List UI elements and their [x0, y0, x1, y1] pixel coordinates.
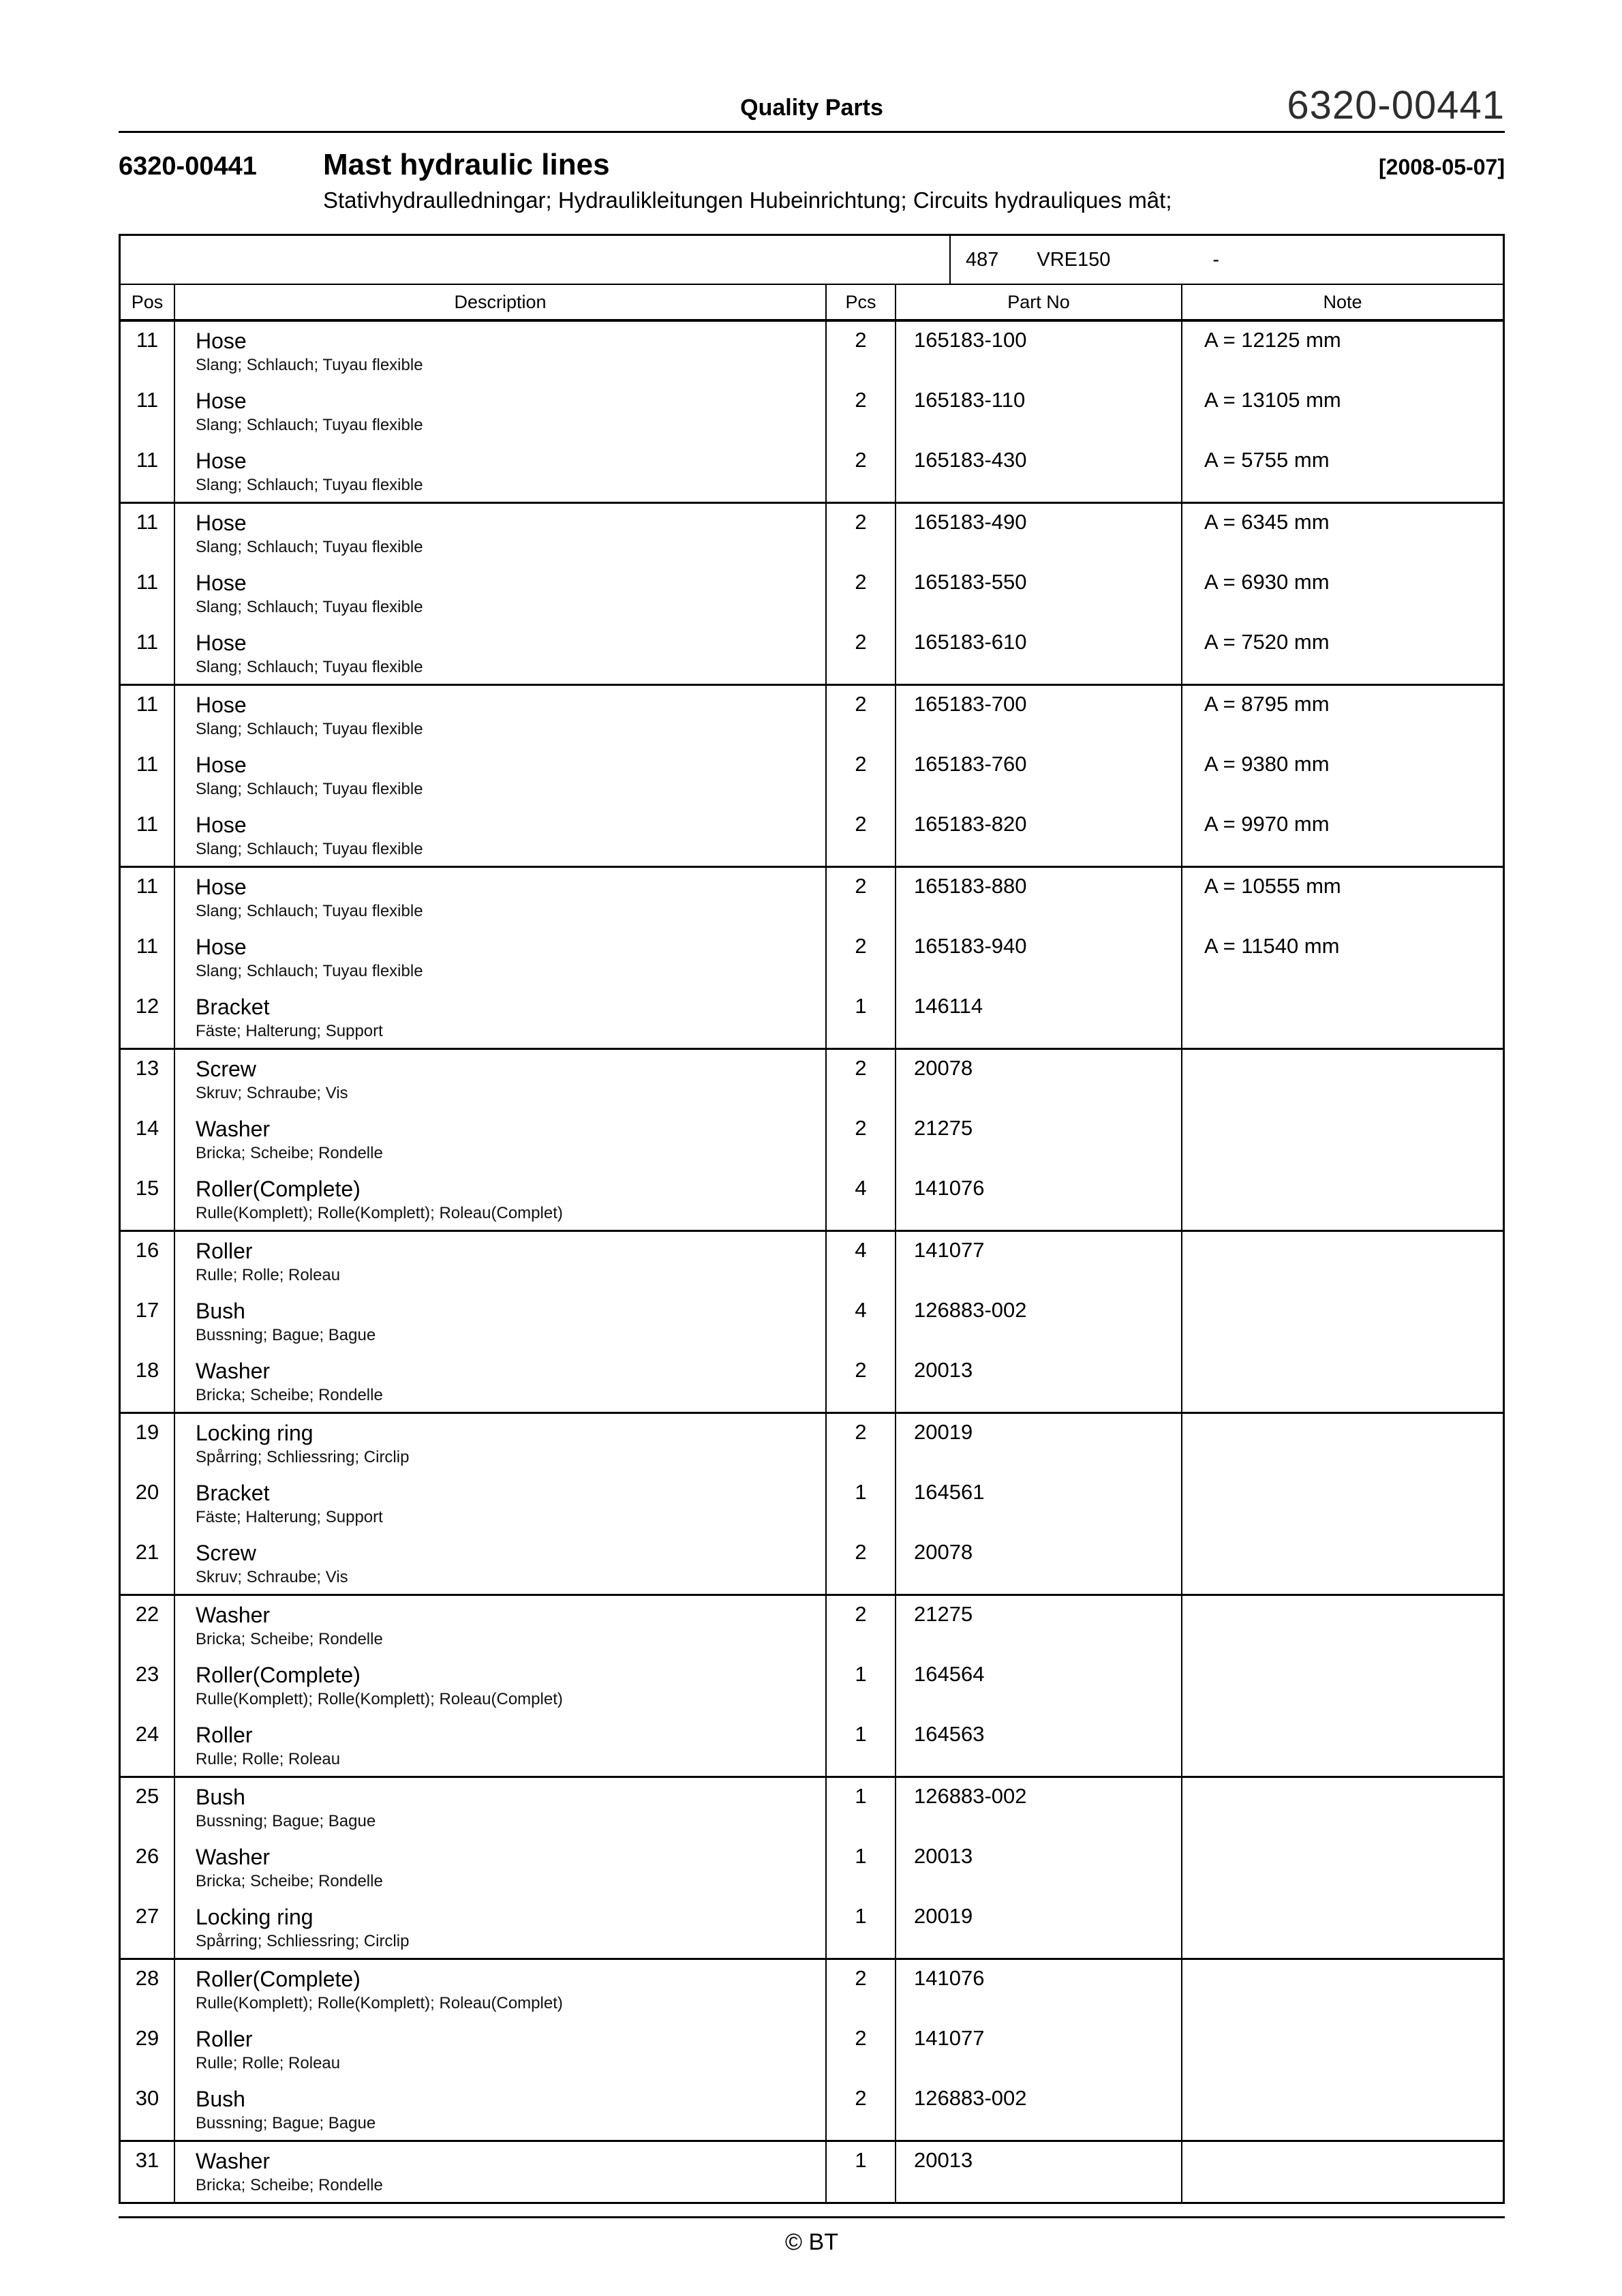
- row-description-translations: Skruv; Schraube; Vis: [196, 1568, 348, 1586]
- table-row: [121, 1838, 1503, 1898]
- row-part-no: 20019: [896, 1414, 1182, 1474]
- row-pcs: 2: [827, 1960, 896, 2020]
- row-note: [1182, 1110, 1503, 1170]
- row-part-no: 164561: [896, 1474, 1182, 1534]
- row-part-no: 165183-430: [896, 442, 1182, 502]
- row-part-no: 21275: [896, 1110, 1182, 1170]
- table-row: [121, 1716, 1503, 1776]
- row-description: Bracket: [196, 995, 270, 1019]
- row-pos: 16: [121, 1232, 175, 1292]
- table-row: [121, 1474, 1503, 1534]
- row-note: [1182, 1960, 1503, 2020]
- row-description: Roller: [196, 2027, 253, 2051]
- row-part-no: 20013: [896, 1352, 1182, 1412]
- row-description-cell: [175, 928, 827, 988]
- row-description: Hose: [196, 631, 247, 655]
- footer-divider: [119, 2216, 1505, 2218]
- row-part-no: 164563: [896, 1716, 1182, 1776]
- row-part-no: 21275: [896, 1596, 1182, 1656]
- row-note: [1182, 1778, 1503, 1838]
- row-pcs: 1: [827, 1716, 896, 1776]
- row-description: Hose: [196, 753, 247, 777]
- row-description-translations: Slang; Schlauch; Tuyau flexible: [196, 416, 423, 434]
- row-part-no: 165183-610: [896, 624, 1182, 684]
- table-row: [121, 1656, 1503, 1716]
- row-description-cell: [175, 504, 827, 564]
- row-note: [1182, 1414, 1503, 1474]
- row-description-cell: [175, 686, 827, 746]
- table-row: [121, 2020, 1503, 2080]
- row-pcs: 1: [827, 1838, 896, 1898]
- row-description: Locking ring: [196, 1421, 313, 1445]
- row-pcs: 4: [827, 1232, 896, 1292]
- row-description-cell: [175, 1414, 827, 1474]
- row-description: Hose: [196, 813, 247, 837]
- row-pos: 11: [121, 806, 175, 866]
- row-note: [1182, 1716, 1503, 1776]
- table-row: [121, 564, 1503, 624]
- title-row: [119, 148, 1505, 182]
- row-description: Washer: [196, 1359, 271, 1383]
- model-name: VRE150: [1037, 248, 1111, 271]
- row-description-cell: [175, 1778, 827, 1838]
- row-part-no: 165183-100: [896, 322, 1182, 382]
- header-doc-number: 6320-00441: [1287, 83, 1505, 127]
- row-note: [1182, 1656, 1503, 1716]
- row-pos: 24: [121, 1716, 175, 1776]
- row-note: [1182, 1170, 1503, 1230]
- row-description-cell: [175, 1474, 827, 1534]
- row-pos: 14: [121, 1110, 175, 1170]
- row-part-no: 126883-002: [896, 1778, 1182, 1838]
- row-description-translations: Fäste; Halterung; Support: [196, 1022, 383, 1040]
- row-description-translations: Bussning; Bague; Bague: [196, 1326, 376, 1344]
- row-description: Roller(Complete): [196, 1663, 361, 1687]
- row-description: Washer: [196, 1603, 271, 1627]
- table-row: [121, 806, 1503, 866]
- row-part-no: 20078: [896, 1050, 1182, 1110]
- row-note: A = 9970 mm: [1204, 812, 1330, 836]
- row-description-translations: Slang; Schlauch; Tuyau flexible: [196, 902, 423, 920]
- table-row: [121, 928, 1503, 988]
- row-pos: 11: [121, 322, 175, 382]
- row-pos: 11: [121, 928, 175, 988]
- row-pos: 11: [121, 746, 175, 806]
- model-band-empty-cell: [121, 236, 951, 284]
- row-description: Bush: [196, 1299, 245, 1323]
- column-header-pcs: Pcs: [827, 285, 896, 319]
- table-row: [121, 1352, 1503, 1412]
- page-title: Mast hydraulic lines: [323, 148, 610, 181]
- page-header: [119, 0, 1505, 131]
- row-description-cell: [175, 382, 827, 442]
- row-pcs: 2: [827, 686, 896, 746]
- row-note: [1182, 1292, 1503, 1352]
- row-description-cell: [175, 1292, 827, 1352]
- row-description-translations: Bricka; Scheibe; Rondelle: [196, 2176, 383, 2194]
- row-pcs: 1: [827, 1474, 896, 1534]
- row-description-cell: [175, 442, 827, 502]
- table-row: [121, 1230, 1503, 1292]
- table-row: [121, 442, 1503, 502]
- row-description-cell: [175, 806, 827, 866]
- row-description: Washer: [196, 2149, 271, 2173]
- model-band-info-cell: [951, 249, 1503, 271]
- row-description-translations: Rulle(Komplett); Rolle(Komplett); Roleau(Complet): [196, 1690, 563, 1708]
- row-description-translations: Slang; Schlauch; Tuyau flexible: [196, 356, 423, 374]
- row-pos: 11: [121, 382, 175, 442]
- row-part-no: 165183-550: [896, 564, 1182, 624]
- row-description: Hose: [196, 329, 247, 353]
- row-pcs: 2: [827, 1596, 896, 1656]
- copyright-notice: © BT: [785, 2229, 838, 2255]
- row-description: Washer: [196, 1845, 271, 1869]
- row-note: A = 9380 mm: [1204, 752, 1330, 776]
- table-row: [121, 866, 1503, 928]
- row-part-no: 165183-880: [896, 868, 1182, 928]
- row-pcs: 1: [827, 2142, 896, 2202]
- row-pos: 11: [121, 564, 175, 624]
- row-description-cell: [175, 2142, 827, 2202]
- row-part-no: 165183-820: [896, 806, 1182, 866]
- row-description-cell: [175, 2080, 827, 2140]
- row-part-no: 146114: [896, 988, 1182, 1048]
- revision-date: [2008-05-07]: [1379, 155, 1505, 179]
- row-description: Locking ring: [196, 1905, 313, 1929]
- row-description-translations: Bussning; Bague; Bague: [196, 1812, 376, 1830]
- row-note: [1182, 1534, 1503, 1594]
- row-description-cell: [175, 1898, 827, 1958]
- row-description-translations: Slang; Schlauch; Tuyau flexible: [196, 538, 423, 556]
- row-pcs: 2: [827, 746, 896, 806]
- row-note: [1182, 1232, 1503, 1292]
- table-row: [121, 2080, 1503, 2140]
- row-pos: 21: [121, 1534, 175, 1594]
- row-description-translations: Slang; Schlauch; Tuyau flexible: [196, 840, 423, 858]
- row-pos: 11: [121, 624, 175, 684]
- row-pos: 12: [121, 988, 175, 1048]
- row-part-no: 165183-760: [896, 746, 1182, 806]
- row-pcs: 1: [827, 988, 896, 1048]
- row-description-translations: Slang; Schlauch; Tuyau flexible: [196, 658, 423, 676]
- table-row: [121, 988, 1503, 1048]
- row-part-no: 20078: [896, 1534, 1182, 1594]
- row-note: [1182, 1352, 1503, 1412]
- table-row: [121, 1110, 1503, 1170]
- header-divider: [119, 131, 1505, 133]
- row-note: A = 10555 mm: [1204, 874, 1341, 898]
- row-description: Bush: [196, 1785, 245, 1809]
- row-description-cell: [175, 1838, 827, 1898]
- row-pos: 28: [121, 1960, 175, 2020]
- row-description-cell: [175, 1050, 827, 1110]
- row-pcs: 2: [827, 868, 896, 928]
- row-description: Bracket: [196, 1481, 270, 1505]
- row-pos: 22: [121, 1596, 175, 1656]
- row-description-translations: Spårring; Schliessring; Circlip: [196, 1932, 410, 1950]
- model-code: 487: [966, 248, 999, 271]
- row-pcs: 2: [827, 2020, 896, 2080]
- table-row: [121, 502, 1503, 564]
- row-description-translations: Bricka; Scheibe; Rondelle: [196, 1872, 383, 1890]
- row-note: A = 6345 mm: [1204, 510, 1330, 534]
- table-row: [121, 624, 1503, 684]
- row-note: A = 13105 mm: [1204, 388, 1341, 412]
- row-pos: 25: [121, 1778, 175, 1838]
- row-pcs: 1: [827, 1778, 896, 1838]
- row-pcs: 1: [827, 1656, 896, 1716]
- row-description-translations: Bricka; Scheibe; Rondelle: [196, 1144, 383, 1162]
- row-part-no: 126883-002: [896, 2080, 1182, 2140]
- table-row: [121, 1170, 1503, 1230]
- row-pos: 11: [121, 868, 175, 928]
- row-part-no: 141077: [896, 1232, 1182, 1292]
- row-part-no: 141076: [896, 1960, 1182, 2020]
- row-pcs: 2: [827, 1414, 896, 1474]
- row-description: Screw: [196, 1057, 256, 1081]
- row-description-cell: [175, 868, 827, 928]
- table-row: [121, 1958, 1503, 2020]
- row-description-cell: [175, 1656, 827, 1716]
- row-pos: 29: [121, 2020, 175, 2080]
- row-pos: 27: [121, 1898, 175, 1958]
- row-note: [1182, 988, 1503, 1048]
- row-pos: 31: [121, 2142, 175, 2202]
- row-part-no: 165183-940: [896, 928, 1182, 988]
- row-pcs: 1: [827, 1898, 896, 1958]
- row-description-cell: [175, 1596, 827, 1656]
- table-row: [121, 382, 1503, 442]
- table-row: [121, 1048, 1503, 1110]
- row-description-translations: Rulle; Rolle; Roleau: [196, 1750, 341, 1768]
- row-description-cell: [175, 1232, 827, 1292]
- row-description-cell: [175, 1110, 827, 1170]
- row-description-cell: [175, 988, 827, 1048]
- row-pcs: 2: [827, 2080, 896, 2140]
- row-description-translations: Rulle(Komplett); Rolle(Komplett); Roleau(Complet): [196, 1204, 563, 1222]
- row-description: Hose: [196, 571, 247, 595]
- row-note: A = 12125 mm: [1204, 328, 1341, 352]
- row-description: Roller(Complete): [196, 1967, 361, 1991]
- row-description-translations: Spårring; Schliessring; Circlip: [196, 1448, 410, 1466]
- row-note: [1182, 2020, 1503, 2080]
- row-note: [1182, 1050, 1503, 1110]
- row-description-translations: Bricka; Scheibe; Rondelle: [196, 1630, 383, 1648]
- row-note: [1182, 1474, 1503, 1534]
- row-description-cell: [175, 1534, 827, 1594]
- column-header-row: [121, 285, 1503, 319]
- model-band: [121, 236, 1503, 285]
- row-description-translations: Rulle(Komplett); Rolle(Komplett); Roleau(Complet): [196, 1994, 563, 2012]
- row-description-cell: [175, 1170, 827, 1230]
- row-description-translations: Slang; Schlauch; Tuyau flexible: [196, 962, 423, 980]
- row-pcs: 4: [827, 1292, 896, 1352]
- row-description: Roller: [196, 1723, 253, 1747]
- column-header-part-no: Part No: [896, 285, 1182, 319]
- row-description-translations: Fäste; Halterung; Support: [196, 1508, 383, 1526]
- table-body: [121, 322, 1503, 2202]
- row-description-cell: [175, 1352, 827, 1412]
- row-pcs: 2: [827, 928, 896, 988]
- table-row: [121, 1594, 1503, 1656]
- row-part-no: 126883-002: [896, 1292, 1182, 1352]
- table-row: [121, 2140, 1503, 2202]
- row-description: Hose: [196, 449, 247, 473]
- row-part-no: 141076: [896, 1170, 1182, 1230]
- row-description: Hose: [196, 935, 247, 959]
- row-description: Washer: [196, 1117, 271, 1141]
- row-description: Hose: [196, 389, 247, 413]
- row-pcs: 2: [827, 564, 896, 624]
- row-pcs: 2: [827, 382, 896, 442]
- parts-table: [119, 234, 1505, 2204]
- row-description-translations: Skruv; Schraube; Vis: [196, 1084, 348, 1102]
- table-row: [121, 322, 1503, 382]
- row-description-translations: Slang; Schlauch; Tuyau flexible: [196, 720, 423, 738]
- row-description-translations: Bricka; Scheibe; Rondelle: [196, 1386, 383, 1404]
- row-note: [1182, 1838, 1503, 1898]
- row-pcs: 2: [827, 624, 896, 684]
- row-pos: 11: [121, 686, 175, 746]
- column-header-pos: Pos: [121, 285, 175, 319]
- table-row: [121, 684, 1503, 746]
- serial-range: -: [1212, 248, 1220, 271]
- title-doc-number: 6320-00441: [119, 152, 257, 181]
- row-pcs: 4: [827, 1170, 896, 1230]
- row-description-translations: Slang; Schlauch; Tuyau flexible: [196, 780, 423, 798]
- row-description-translations: Slang; Schlauch; Tuyau flexible: [196, 476, 423, 494]
- row-description: Bush: [196, 2087, 245, 2111]
- row-description-cell: [175, 564, 827, 624]
- row-note: A = 7520 mm: [1204, 630, 1330, 654]
- table-row: [121, 1898, 1503, 1958]
- row-description: Hose: [196, 693, 247, 717]
- row-description-cell: [175, 1716, 827, 1776]
- row-description-cell: [175, 746, 827, 806]
- row-part-no: 20019: [896, 1898, 1182, 1958]
- row-part-no: 20013: [896, 1838, 1182, 1898]
- row-pcs: 2: [827, 1050, 896, 1110]
- row-pos: 20: [121, 1474, 175, 1534]
- row-note: [1182, 1596, 1503, 1656]
- row-description: Hose: [196, 511, 247, 535]
- table-row: [121, 1292, 1503, 1352]
- row-description-cell: [175, 1960, 827, 2020]
- row-note: A = 5755 mm: [1204, 448, 1330, 472]
- row-part-no: 20013: [896, 2142, 1182, 2202]
- row-part-no: 164564: [896, 1656, 1182, 1716]
- row-description-translations: Rulle; Rolle; Roleau: [196, 1266, 341, 1284]
- row-pcs: 2: [827, 1110, 896, 1170]
- row-description: Hose: [196, 875, 247, 899]
- row-description-cell: [175, 2020, 827, 2080]
- row-pcs: 2: [827, 442, 896, 502]
- title-translations: Stativhydraulledningar; Hydraulikleitungen Hubeinrichtung; Circuits hydrauliques mât;: [323, 187, 1172, 213]
- row-note: A = 8795 mm: [1204, 692, 1330, 716]
- row-pcs: 2: [827, 806, 896, 866]
- column-header-description: Description: [175, 285, 827, 319]
- row-pos: 11: [121, 442, 175, 502]
- row-pcs: 2: [827, 504, 896, 564]
- row-part-no: 141077: [896, 2020, 1182, 2080]
- row-pcs: 2: [827, 1352, 896, 1412]
- table-row: [121, 1412, 1503, 1474]
- row-description-translations: Bussning; Bague; Bague: [196, 2114, 376, 2132]
- row-pcs: 2: [827, 1534, 896, 1594]
- row-description: Roller(Complete): [196, 1177, 361, 1201]
- row-description: Screw: [196, 1541, 256, 1565]
- row-pos: 19: [121, 1414, 175, 1474]
- row-note: [1182, 2142, 1503, 2202]
- row-pos: 30: [121, 2080, 175, 2140]
- row-note: [1182, 1898, 1503, 1958]
- row-pos: 26: [121, 1838, 175, 1898]
- table-row: [121, 1776, 1503, 1838]
- row-pos: 18: [121, 1352, 175, 1412]
- row-part-no: 165183-700: [896, 686, 1182, 746]
- row-description-translations: Slang; Schlauch; Tuyau flexible: [196, 598, 423, 616]
- row-pos: 11: [121, 504, 175, 564]
- row-pcs: 2: [827, 322, 896, 382]
- table-row: [121, 746, 1503, 806]
- row-description: Roller: [196, 1239, 253, 1263]
- row-note: [1182, 2080, 1503, 2140]
- row-part-no: 165183-490: [896, 504, 1182, 564]
- row-note: A = 11540 mm: [1204, 934, 1340, 958]
- row-pos: 17: [121, 1292, 175, 1352]
- row-description-cell: [175, 322, 827, 382]
- row-description-cell: [175, 624, 827, 684]
- column-header-note: Note: [1323, 291, 1362, 312]
- row-pos: 23: [121, 1656, 175, 1716]
- row-pos: 15: [121, 1170, 175, 1230]
- row-part-no: 165183-110: [896, 382, 1182, 442]
- row-note: A = 6930 mm: [1204, 570, 1330, 594]
- row-description-translations: Rulle; Rolle; Roleau: [196, 2054, 341, 2072]
- table-row: [121, 1534, 1503, 1594]
- brand-title: Quality Parts: [740, 95, 883, 121]
- row-pos: 13: [121, 1050, 175, 1110]
